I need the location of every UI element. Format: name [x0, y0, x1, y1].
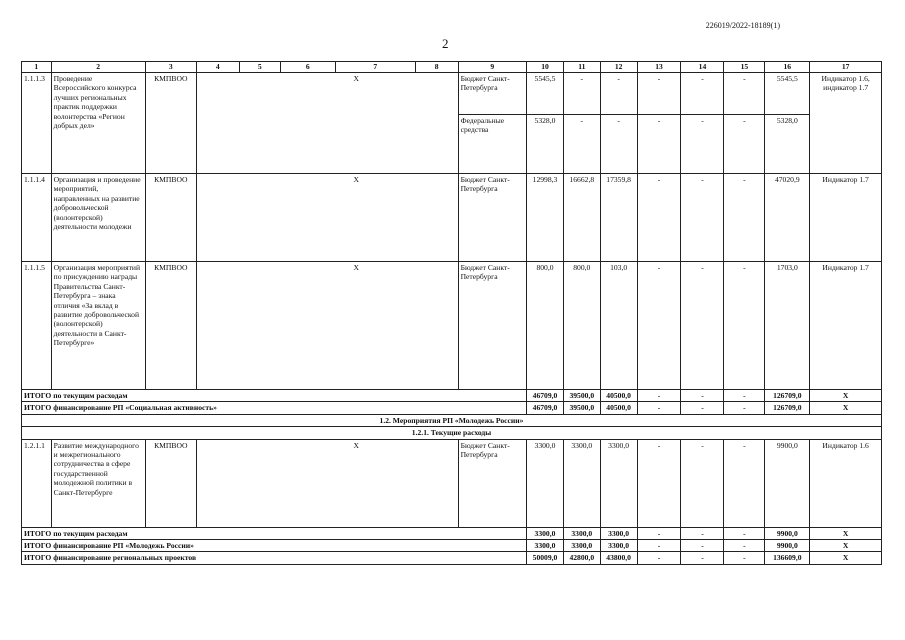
value-col11: 16662,8 [563, 174, 600, 262]
section-row [22, 414, 882, 426]
value-col14: - [681, 115, 724, 174]
value-col10: 46709,0 [527, 390, 564, 402]
value-col13: - [637, 552, 681, 564]
row-code: 1.2.1.1 [22, 439, 52, 527]
funding-source: Федеральные средства [458, 115, 527, 174]
value-col14: - [681, 402, 724, 414]
total-label: ИТОГО по текущим расходам [22, 527, 527, 539]
value-col14: - [681, 439, 724, 527]
column-number: 11 [563, 62, 600, 73]
value-col16: 126709,0 [765, 390, 810, 402]
value-col12: 43800,0 [600, 552, 637, 564]
section-title: 1.2. Мероприятия РП «Молодежь России» [22, 414, 882, 426]
document-number: 226019/2022-18189(1) [705, 21, 780, 30]
total-row [22, 527, 882, 539]
value-col11: - [563, 73, 600, 115]
value-col12: 40500,0 [600, 390, 637, 402]
column-number: 12 [600, 62, 637, 73]
value-col16: 9900,0 [765, 540, 810, 552]
column-number: 9 [458, 62, 527, 73]
value-col11: 3300,0 [563, 527, 600, 539]
value-col11: 800,0 [563, 262, 600, 390]
value-col16: 47020,9 [765, 174, 810, 262]
period-mark: X [196, 439, 458, 527]
subsection-title: 1.2.1. Текущие расходы [22, 427, 882, 439]
column-number: 13 [637, 62, 681, 73]
value-col17: X [810, 527, 882, 539]
value-col13: - [637, 402, 681, 414]
total-row [22, 540, 882, 552]
value-col16: 5328,0 [765, 115, 810, 174]
period-mark: X [196, 174, 458, 262]
funding-source: Бюджет Санкт-Петербурга [458, 73, 527, 115]
value-col17: X [810, 390, 882, 402]
value-col15: - [724, 540, 765, 552]
value-col15: - [724, 73, 765, 115]
executor: КМПВОО [145, 174, 196, 262]
value-col13: - [637, 262, 681, 390]
total-row [22, 552, 882, 564]
value-col12: 17359,8 [600, 174, 637, 262]
period-mark: X [196, 262, 458, 390]
value-col14: - [681, 262, 724, 390]
value-col14: - [681, 527, 724, 539]
value-col13: - [637, 390, 681, 402]
value-col11: 3300,0 [563, 540, 600, 552]
page-number: 2 [442, 36, 449, 51]
row-code: 1.1.1.5 [22, 262, 52, 390]
value-col11: 39500,0 [563, 390, 600, 402]
row-code: 1.1.1.3 [22, 73, 52, 174]
column-number: 5 [239, 62, 280, 73]
value-col13: - [637, 115, 681, 174]
value-col15: - [724, 402, 765, 414]
value-col16: 136609,0 [765, 552, 810, 564]
value-col10: 12998,3 [527, 174, 564, 262]
funding-source: Бюджет Санкт-Петербурга [458, 174, 527, 262]
period-mark: X [196, 73, 458, 174]
value-col13: - [637, 527, 681, 539]
value-col10: 5328,0 [527, 115, 564, 174]
value-col11: 3300,0 [563, 439, 600, 527]
funding-source: Бюджет Санкт-Петербурга [458, 439, 527, 527]
activity-name: Проведение Всероссийского конкурса лучших региональных практик поддержки волонтерства «Регион добрых дел» [51, 73, 145, 174]
value-col15: - [724, 552, 765, 564]
value-col12: - [600, 115, 637, 174]
value-col10: 46709,0 [527, 402, 564, 414]
value-col14: - [681, 73, 724, 115]
value-col14: - [681, 390, 724, 402]
funding-source: Бюджет Санкт-Петербурга [458, 262, 527, 390]
value-col15: - [724, 390, 765, 402]
activity-name: Развитие международного и межрегионального сотрудничества в сфере государственной молодежной политики в Санкт-Петербурге [51, 439, 145, 527]
table-row [22, 73, 882, 115]
column-number-row [22, 62, 882, 73]
value-col13: - [637, 540, 681, 552]
column-number: 3 [145, 62, 196, 73]
value-col15: - [724, 262, 765, 390]
value-col15: - [724, 439, 765, 527]
row-code: 1.1.1.4 [22, 174, 52, 262]
value-col15: - [724, 174, 765, 262]
value-col14: - [681, 174, 724, 262]
total-label: ИТОГО финансирование региональных проектов [22, 552, 527, 564]
value-col17: X [810, 540, 882, 552]
column-number: 15 [724, 62, 765, 73]
table-row [22, 439, 882, 527]
indicator: Индикатор 1.6, индикатор 1.7 [810, 73, 882, 174]
value-col16: 1703,0 [765, 262, 810, 390]
column-number: 10 [527, 62, 564, 73]
value-col12: 40500,0 [600, 402, 637, 414]
column-number: 8 [415, 62, 458, 73]
value-col10: 3300,0 [527, 527, 564, 539]
executor: КМПВОО [145, 73, 196, 174]
total-label: ИТОГО финансирование РП «Социальная активность» [22, 402, 527, 414]
value-col16: 9900,0 [765, 527, 810, 539]
value-col17: X [810, 552, 882, 564]
value-col10: 3300,0 [527, 540, 564, 552]
column-number: 1 [22, 62, 52, 73]
table-row [22, 174, 882, 262]
column-number: 7 [335, 62, 415, 73]
value-col13: - [637, 439, 681, 527]
column-number: 14 [681, 62, 724, 73]
table-row [22, 262, 882, 390]
value-col15: - [724, 115, 765, 174]
value-col12: 103,0 [600, 262, 637, 390]
activity-name: Организация мероприятий по присуждению награды Правительства Санкт-Петербурга – знака отличия «За вклад в развитие добровольческой (волонтерской) деятельности в Санкт-Петербурге» [51, 262, 145, 390]
value-col12: 3300,0 [600, 439, 637, 527]
total-row [22, 390, 882, 402]
value-col12: - [600, 73, 637, 115]
total-row [22, 402, 882, 414]
value-col11: 42800,0 [563, 552, 600, 564]
executor: КМПВОО [145, 262, 196, 390]
column-number: 16 [765, 62, 810, 73]
value-col15: - [724, 527, 765, 539]
value-col16: 9900,0 [765, 439, 810, 527]
value-col13: - [637, 174, 681, 262]
column-number: 4 [196, 62, 239, 73]
value-col12: 3300,0 [600, 527, 637, 539]
column-number: 17 [810, 62, 882, 73]
value-col16: 126709,0 [765, 402, 810, 414]
value-col11: 39500,0 [563, 402, 600, 414]
value-col10: 800,0 [527, 262, 564, 390]
value-col10: 50009,0 [527, 552, 564, 564]
value-col11: - [563, 115, 600, 174]
budget-table [21, 61, 882, 565]
value-col14: - [681, 540, 724, 552]
value-col13: - [637, 73, 681, 115]
total-label: ИТОГО по текущим расходам [22, 390, 527, 402]
value-col16: 5545,5 [765, 73, 810, 115]
column-number: 6 [280, 62, 335, 73]
value-col12: 3300,0 [600, 540, 637, 552]
value-col17: X [810, 402, 882, 414]
activity-name: Организация и проведение мероприятий, направленных на развитие добровольческой (волонтерской) деятельности молодежи [51, 174, 145, 262]
total-label: ИТОГО финансирование РП «Молодежь России» [22, 540, 527, 552]
column-number: 2 [51, 62, 145, 73]
indicator: Индикатор 1.6 [810, 439, 882, 527]
indicator: Индикатор 1.7 [810, 174, 882, 262]
value-col10: 5545,5 [527, 73, 564, 115]
indicator: Индикатор 1.7 [810, 262, 882, 390]
value-col14: - [681, 552, 724, 564]
section-row [22, 427, 882, 439]
value-col10: 3300,0 [527, 439, 564, 527]
executor: КМПВОО [145, 439, 196, 527]
